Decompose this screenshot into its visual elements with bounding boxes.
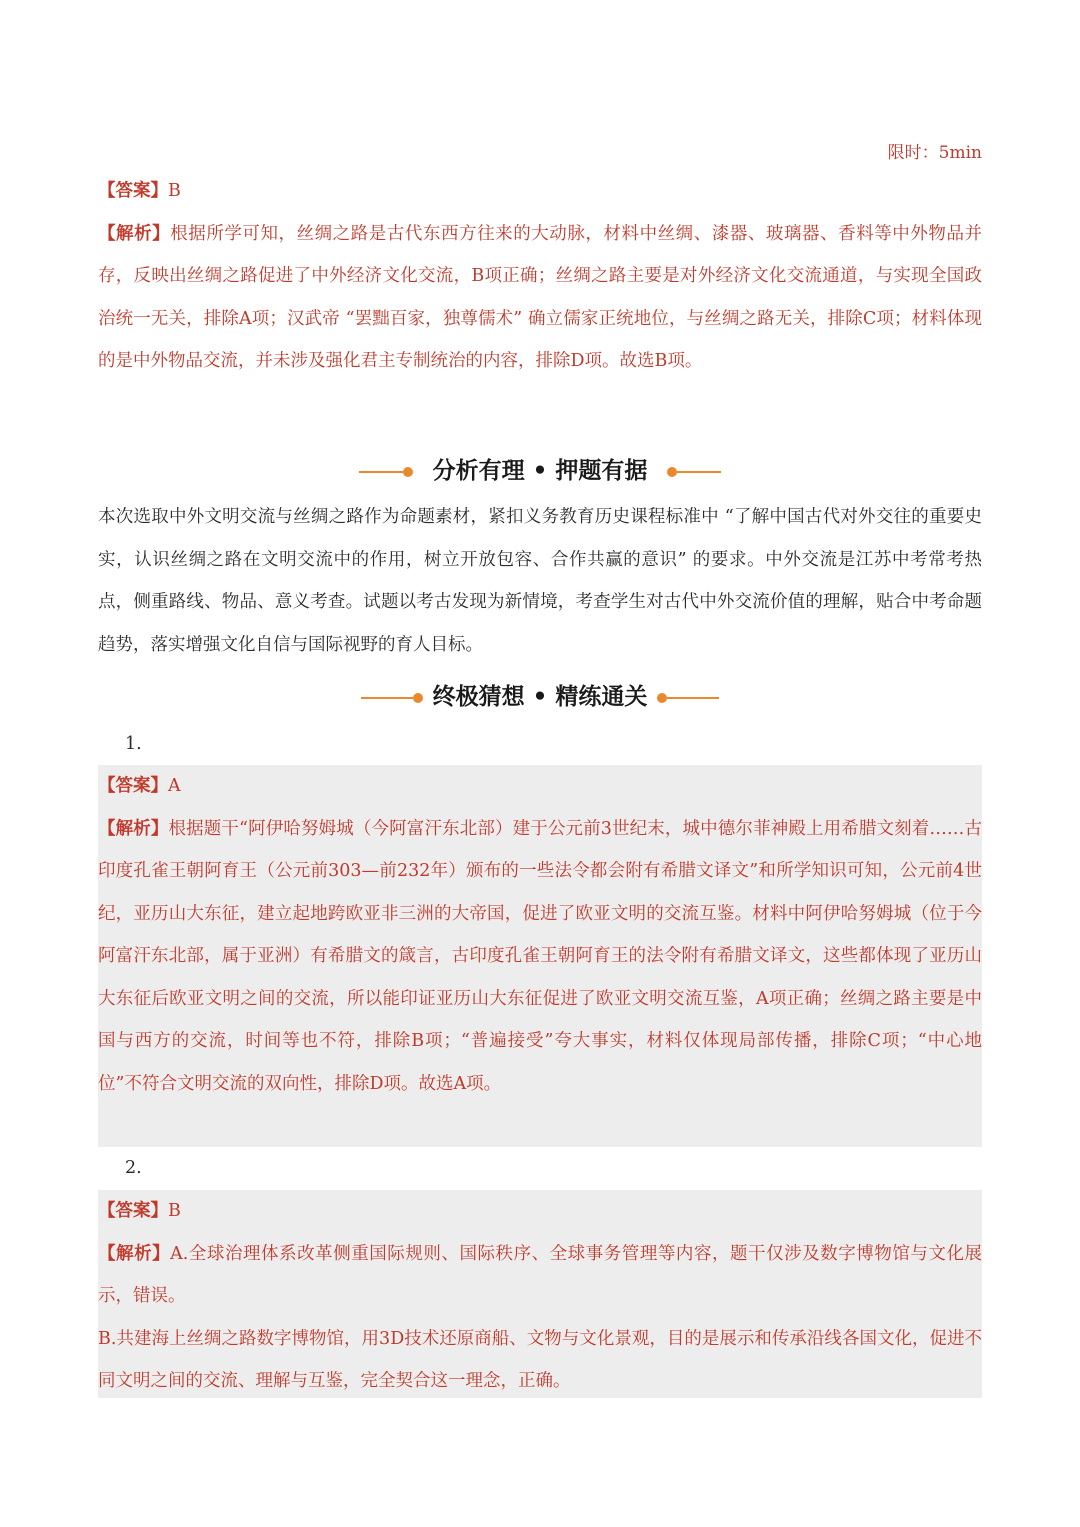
analysis-label: 【解析】 (98, 1243, 171, 1264)
q1-analysis (98, 808, 982, 1106)
top-analysis (98, 213, 982, 383)
q1-answer-block (98, 765, 982, 1147)
top-answer-block (98, 170, 982, 383)
heading-line-right (667, 697, 719, 699)
time-limit-label: 限时：5min (887, 143, 982, 163)
answer-label: 【答案】 (98, 1201, 168, 1221)
heading-dot-left (403, 467, 413, 477)
heading-dot-left (413, 693, 423, 703)
heading-title: 分析有理 • 押题有据 (432, 458, 648, 484)
answer-value: B (168, 1201, 181, 1221)
analysis-label: 【解析】 (98, 223, 171, 244)
section-heading-analysis (0, 452, 1080, 485)
heading-line-left (359, 471, 403, 473)
section1-body (98, 496, 982, 666)
q2-answer-line (98, 1190, 982, 1233)
heading-dot-right (657, 693, 667, 703)
heading-line-left (361, 697, 413, 699)
analysis-text: 根据题干“阿伊哈努姆城（今阿富汗东北部）建于公元前3世纪末，城中德尔菲神殿上用希腊文刻着……古印度孔雀王朝阿育王（公元前303—前232年）颁布的一些法令都会附有希腊文译文”和所学知识可知，公元前4世纪，亚历山大东征，建立起地跨欧亚非三洲的大帝国，促进了欧亚文明的交流互鉴。材料中阿伊哈努姆城（位于今阿富汗东北部，属于亚洲）有希腊文的箴言，古印度孔雀王朝阿育王的法令附有希腊文译文，这些都体现了亚历山大东征后欧亚文明之间的交流，所以能印证亚历山大东征促进了欧亚文明交流互鉴，A项正确；丝绸之路主要是中国与西方的交流，时间等也不符，排除B项；“普遍接受”夸大事实，材料仅体现局部传播，排除C项；“中心地位”不符合文明交流的双向性，排除D项。故选A项。 (98, 818, 983, 1094)
answer-value: A (168, 776, 181, 796)
q1-answer-line (98, 765, 982, 808)
top-answer-line (98, 170, 982, 213)
analysis-text: 根据所学可知，丝绸之路是古代东西方往来的大动脉，材料中丝绸、漆器、玻璃器、香料等中外物品并存，反映出丝绸之路促进了中外经济文化交流，B项正确；丝绸之路主要是对外经济文化交流通道，与实现全国政治统一无关，排除A项；汉武帝 “罢黜百家，独尊儒术” 确立儒家正统地位，与丝绸之路无关，排除C项；材料体现的是中外物品交流，并未涉及强化君主专制统治的内容，排除D项。故选B项。 (98, 223, 983, 371)
analysis-text-a: A.全球治理体系改革侧重国际规则、国际秩序、全球事务管理等内容，题干仅涉及数字博物馆与文化展示，错误。 (98, 1243, 983, 1306)
section-heading-practice (0, 678, 1080, 711)
answer-label: 【答案】 (98, 776, 168, 796)
q2-answer-block (98, 1190, 982, 1398)
heading-dot-right (667, 467, 677, 477)
section1-text: 本次选取中外文明交流与丝绸之路作为命题素材，紧扣义务教育历史课程标准中 “了解中国古代对外交往的重要史实，认识丝绸之路在文明交流中的作用，树立开放包容、合作共赢的意识” 的要求。中外交流是江苏中考常考热点，侧重路线、物品、意义考查。试题以考古发现为新情境，考查学生对古代中外交流价值的理解，贴合中考命题趋势，落实增强文化自信与国际视野的育人目标。 (98, 507, 982, 655)
analysis-label: 【解析】 (98, 818, 169, 839)
heading-line-right (677, 471, 721, 473)
heading-title: 终极猜想 • 精练通关 (432, 684, 648, 710)
question-number-2: 2. (125, 1158, 142, 1178)
question-number-1: 1. (125, 734, 142, 754)
q2-analysis-b: B.共建海上丝绸之路数字博物馆，用3D技术还原商船、文物与文化景观，目的是展示和传承沿线各国文化，促进不同文明之间的交流、理解与互鉴，完全契合这一理念，正确。 (98, 1328, 982, 1391)
q2-analysis-a (98, 1233, 982, 1318)
answer-label: 【答案】 (98, 181, 168, 201)
answer-value: B (168, 181, 181, 201)
